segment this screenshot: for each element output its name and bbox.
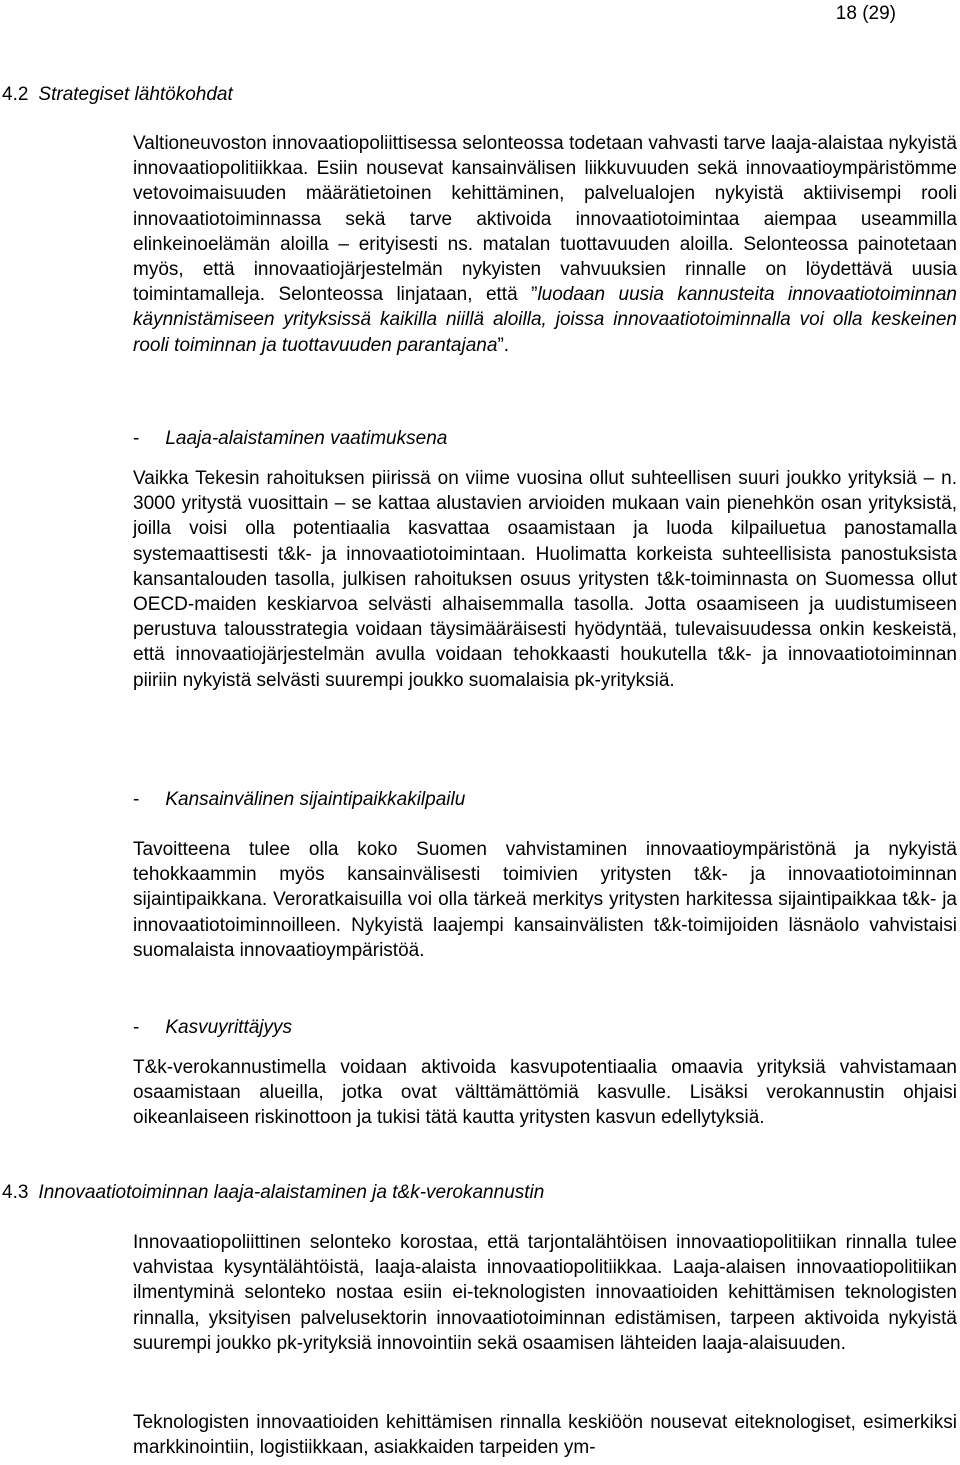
paragraph-text-end: ”. [497, 334, 510, 356]
section-title: Innovaatiotoiminnan laaja-alaistaminen ja t&k-verokannustin [38, 1182, 545, 1203]
section-number: 4.2 [2, 84, 29, 105]
paragraph-text: Valtioneuvoston innovaatiopoliittisessa selonteossa todetaan vahvasti tarve laaja-alaistaa nykyistä innovaatiopolitiikkaa. Esiin nousevat kansainvälisen liikkuvuuden sekä innovaatioympäristömme vetovoimaisuuden määrätietoinen kehittäminen, palvelualojen nykyistä aktiivisempi rooli innovaatiotoiminnassa sekä tarve aktivoida innovaatiotoimintaa aiempaa useammilla elinkeinoelämän aloilla – erityisesti ns. matalan tuottavuuden aloilla. Selonteossa painotetaan myös, että innovaatiojärjestelmän nykyisten vahvuuksien rinnalle on löydettävä uusia toimintamalleja. Selonteossa linjataan, että ” [133, 133, 957, 306]
subheading-text: Kasvuyrittäjyys [165, 1017, 293, 1038]
paragraph-strategic-intro [133, 131, 957, 358]
section-number: 4.3 [2, 1182, 29, 1203]
paragraph-laaja-alaistaminen: Vaikka Tekesin rahoituksen piirissä on viime vuosina ollut suhteellisen suuri joukko yrityksiä – n. 3000 yritystä vuosittain – se kattaa alustavien arvioiden mukaan vain pienehkön osan yrityksistä, joilla voisi olla potentiaalia kasvattaa osaamistaan ja luoda kilpailuetua panostamalla systemaattisesti t&k- ja innovaatiotoimintaan. Huolimatta korkeista suhteellisista panostuksista kansantalouden tasolla, julkisen rahoituksen osuus yritysten t&k-toiminnasta on Suomessa ollut OECD-maiden keskiarvoa selvästi alhaisemmalla tasolla. Jotta osaamiseen ja uudistumiseen perustuva talousstrategia voidaan täysimääräisesti hyödyntää, tulevaisuudessa onkin keskeistä, että innovaatiojärjestelmän avulla voidaan tehokkaasti houkutella t&k- ja innovaatiotoiminnan piiriin nykyistä selvästi suurempi joukko suomalaisia pk-yrityksiä. [133, 468, 957, 691]
subheading-laaja-alaistaminen [133, 428, 447, 450]
quoted-text: luodaan uusia kannusteita innovaatiotoiminnan käynnistämiseen yrityksissä kaikilla niillä aloilla, joissa innovaatiotoiminnalla voi olla keskeinen rooli toiminnan ja tuottavuuden parantajana [133, 284, 957, 356]
dash-bullet: - [133, 789, 140, 810]
dash-bullet: - [133, 1017, 140, 1038]
paragraph-kasvuyrittajyys: T&k-verokannustimella voidaan aktivoida kasvupotentiaalia omaavia yrityksiä vahvistamaan osaamistaan alueilla, jotka ovat välttämättömiä kasvulle. Lisäksi verokannustin ohjaisi oikeanlaiseen riskinottoon ja tukisi tätä kautta yritysten kasvun edellytyksiä. [133, 1057, 957, 1129]
section-4-2-heading [2, 84, 233, 106]
section-4-3-heading [2, 1182, 544, 1204]
section-title: Strategiset lähtökohdat [38, 84, 233, 105]
page-number: 18 (29) [835, 3, 896, 24]
subheading-sijaintipaikkakilpailu [133, 789, 465, 811]
dash-bullet: - [133, 428, 140, 449]
paragraph-laaja-alainen-innovaatiopolitiikka: Innovaatiopoliittinen selonteko korostaa, että tarjontalähtöisen innovaatiopolitiikan rinnalla tulee vahvistaa kysyntälähtöistä, laaja-alaista innovaatiopolitiikkaa. Laaja-alaisen innovaatiopolitiikan ilmentyminä selonteko nostaa esiin ei-teknologisten innovaatioiden kehittämisen teknologisten rinnalla, yksityisen palvelusektorin innovaatiotoiminnan edistämisen, tarpeen aktivoida nykyistä suurempi joukko pk-yrityksiä innovointiin sekä osaamisen lähteiden laaja-alaisuuden. [133, 1232, 957, 1354]
paragraph-teknologiset-innovaatiot: Teknologisten innovaatioiden kehittämisen rinnalla keskiöön nousevat eiteknologiset, esimerkiksi markkinointiin, logistiikkaan, asiakkaiden tarpeiden ym- [133, 1412, 957, 1459]
subheading-kasvuyrittajyys [133, 1017, 292, 1039]
paragraph-sijaintipaikkakilpailu: Tavoitteena tulee olla koko Suomen vahvistaminen innovaatioympäristönä ja nykyistä tehokkaammin myös kansainvälisesti toimivien yritysten t&k- ja innovaatiotoiminnan sijaintipaikkana. Veroratkaisuilla voi olla tärkeä merkitys yritysten harkitessa sijaintipaikkaa t&k- ja innovaatiotoiminnoilleen. Nykyistä laajempi kansainvälisten t&k-toimijoiden läsnäolo vahvistaisi suomalaista innovaatioympäristöä. [133, 839, 957, 961]
subheading-text: Kansainvälinen sijaintipaikkakilpailu [165, 789, 466, 810]
subheading-text: Laaja-alaistaminen vaatimuksena [165, 428, 448, 449]
